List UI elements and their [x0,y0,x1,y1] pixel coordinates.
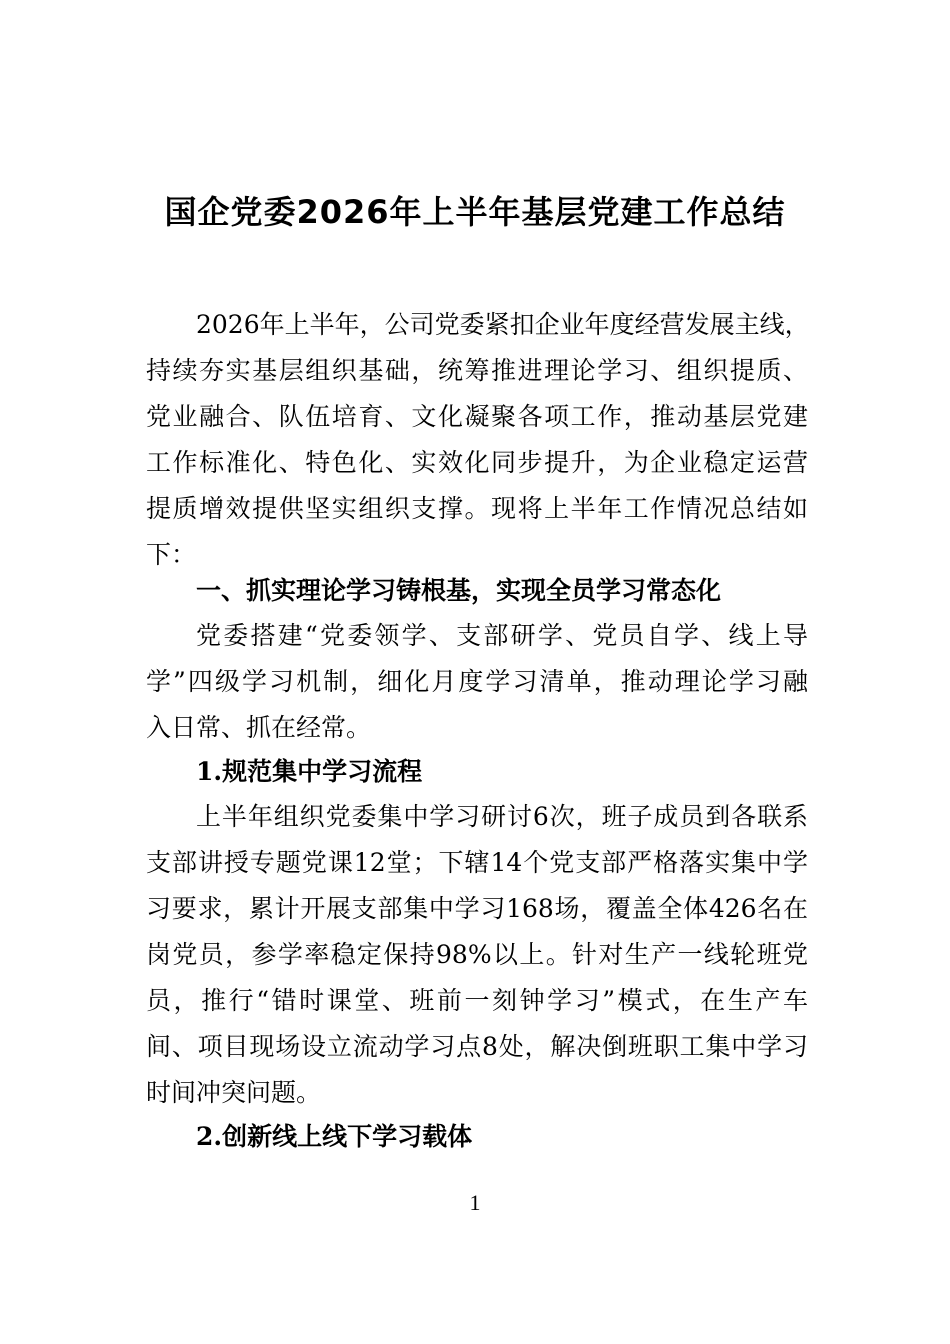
intro-line-5: 提质增效提供坚实组织支撑。现将上半年工作情况总结如 [146,494,808,523]
document-title: 国企党委2026年上半年基层党建工作总结 [164,193,786,231]
sub1-line-2: 支部讲授专题党课12堂；下辖14个党支部严格落实集中学 [146,848,808,877]
sub1-line-7: 时间冲突问题。 [146,1078,322,1107]
intro-line-6: 下： [146,540,197,569]
sub1-line-1: 上半年组织党委集中学习研讨6次，班子成员到各联系 [196,802,808,831]
subheading-2: 2.创新线上线下学习载体 [196,1122,473,1151]
subheading-1: 1.规范集中学习流程 [196,757,423,786]
section-heading-1: 一、抓实理论学习铸根基，实现全员学习常态化 [196,576,722,605]
sub1-line-4: 岗党员，参学率稳定保持98%以上。针对生产一线轮班党 [146,940,808,969]
section1-line-2: 学”四级学习机制，细化月度学习清单，推动理论学习融 [146,667,808,696]
page-number: 1 [469,1190,481,1215]
sub1-line-5: 员，推行“错时课堂、班前一刻钟学习”模式，在生产车 [146,986,808,1015]
sub1-line-6: 间、项目现场设立流动学习点8处，解决倒班职工集中学习 [146,1032,808,1061]
sub1-line-3: 习要求，累计开展支部集中学习168场，覆盖全体426名在 [146,894,808,923]
section1-line-3: 入日常、抓在经常。 [146,713,372,742]
intro-line-1: 2026年上半年，公司党委紧扣企业年度经营发展主线， [196,310,810,339]
intro-line-3: 党业融合、队伍培育、文化凝聚各项工作，推动基层党建 [146,402,808,431]
intro-line-2: 持续夯实基层组织基础，统筹推进理论学习、组织提质、 [146,356,808,385]
intro-line-4: 工作标准化、特色化、实效化同步提升，为企业稳定运营 [146,448,808,477]
section1-line-1: 党委搭建“党委领学、支部研学、党员自学、线上导 [196,621,808,650]
